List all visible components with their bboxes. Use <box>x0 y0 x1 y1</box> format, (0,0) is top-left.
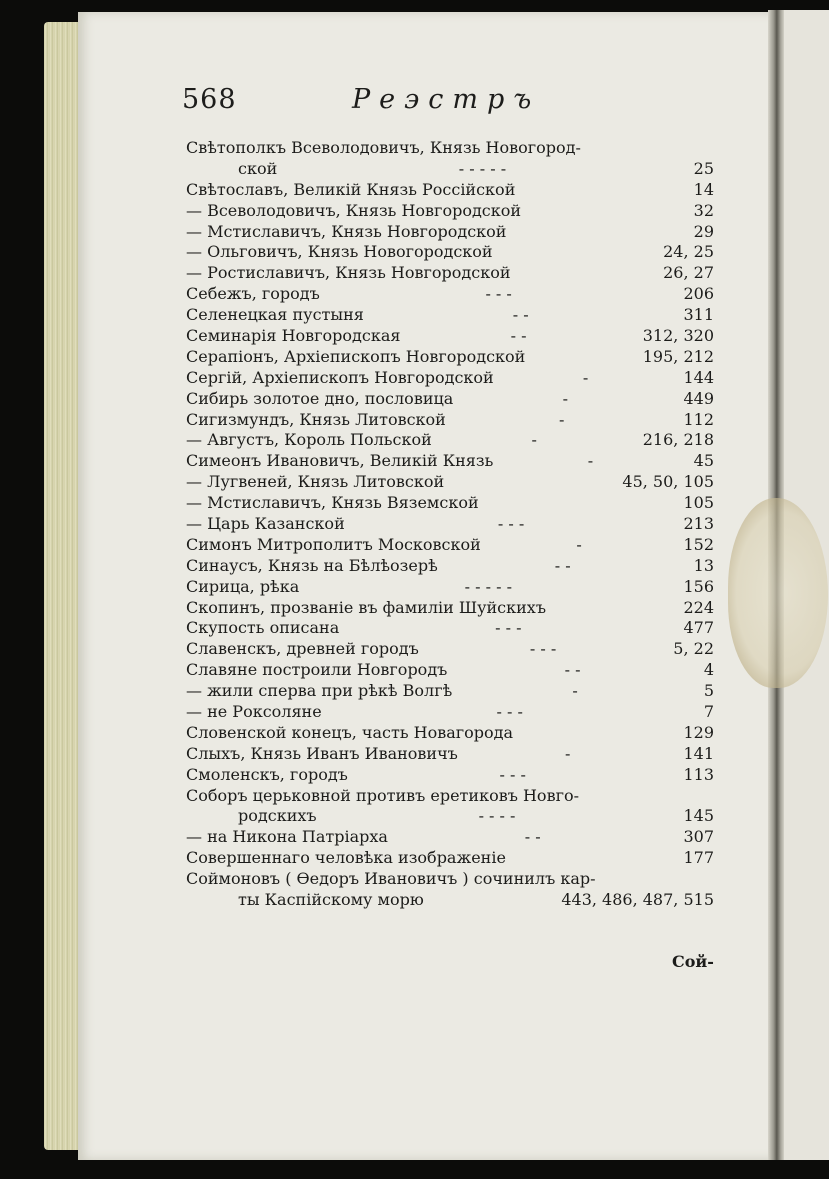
entry-leader: - - - <box>485 284 512 304</box>
water-stain <box>728 498 828 688</box>
entry-leader: - - <box>510 325 527 345</box>
entry-leader: - <box>531 430 537 450</box>
entry-leader: - <box>558 409 565 429</box>
entry-leader: - - - <box>497 513 525 533</box>
entry-leader: - - <box>554 555 571 575</box>
entry-text: — Лугвеней, Князь Литовской <box>186 472 445 492</box>
entry-pages: 5 <box>703 681 714 701</box>
entry-pages: 13 <box>693 555 714 575</box>
entry-text: Сибирь золотое дно, пословица <box>186 388 454 408</box>
index-entry <box>186 701 714 722</box>
entry-text: Славенскъ, древней городъ <box>186 639 419 659</box>
entry-pages: 5, 22 <box>673 639 714 659</box>
page-number: 568 <box>182 84 237 115</box>
entry-leader: - - - <box>499 764 526 784</box>
index-entry <box>186 513 714 534</box>
entry-pages: 29 <box>693 221 714 241</box>
index-entry <box>186 722 714 743</box>
entry-leader: - - <box>564 660 581 680</box>
index-entry <box>186 304 714 325</box>
entry-text: Семинарія Новгородская <box>186 325 401 345</box>
index-entry <box>186 597 714 618</box>
index-entry <box>186 471 714 492</box>
index-entry <box>186 659 714 680</box>
index-entry <box>186 158 714 179</box>
entry-pages: 45, 50, 105 <box>622 472 714 492</box>
entry-text: — жили сперва при рѣкѣ Волгѣ <box>186 681 453 701</box>
entry-text: Серапіонъ, Архіепископъ Новгородской <box>186 346 526 366</box>
entry-leader: - <box>564 743 571 763</box>
entry-pages: 195, 212 <box>642 346 714 366</box>
entry-leader: - <box>562 388 569 408</box>
entry-text: ской <box>238 158 278 178</box>
entry-pages: 7 <box>703 701 714 721</box>
index-entry <box>186 450 714 471</box>
entry-text: Слыхъ, Князь Иванъ Ивановичъ <box>186 743 458 763</box>
entry-text: Селенецкая пустыня <box>186 305 364 325</box>
entry-text: Соборъ церьковной противъ еретиковъ Новго- <box>186 785 579 805</box>
index-entry <box>186 534 714 555</box>
index-entry <box>186 617 714 638</box>
entry-leader: - <box>576 534 582 554</box>
entry-pages: 24, 25 <box>663 242 714 262</box>
index-entry <box>186 785 714 806</box>
entry-leader: - - - <box>496 701 523 721</box>
entry-pages: 145 <box>683 806 714 826</box>
entry-leader: - - - <box>495 618 522 638</box>
running-head <box>0 84 829 124</box>
entry-text: — Мстиславичъ, Князь Новгородской <box>186 221 507 241</box>
index-entry <box>186 200 714 221</box>
running-title: Реэстръ <box>352 84 541 115</box>
entry-pages: 156 <box>683 576 714 596</box>
entry-pages: 224 <box>683 597 714 617</box>
index-entry <box>186 764 714 785</box>
index-entry <box>186 889 714 910</box>
entry-text: Совершеннаго человѣка изображеніе <box>186 848 506 868</box>
entry-leader: - - - <box>529 639 557 659</box>
index-entry <box>186 221 714 242</box>
entry-pages: 112 <box>683 409 714 429</box>
entry-text: ты Каспійскому морю <box>238 890 424 909</box>
entry-leader: - - - - - <box>458 158 507 178</box>
entry-text: Соймоновъ ( Ѳедоръ Ивановичъ ) сочинилъ кар- <box>186 869 596 889</box>
index-entry <box>186 367 714 388</box>
entry-text: родскихъ <box>238 806 317 826</box>
entry-pages: 141 <box>683 743 714 763</box>
entry-pages: 113 <box>683 764 714 784</box>
index-entry <box>186 743 714 764</box>
entry-pages: 216, 218 <box>642 430 714 450</box>
entry-pages: 307 <box>683 827 714 847</box>
entry-pages: 152 <box>683 534 714 554</box>
entry-text: Скопинъ, прозваніе въ фамиліи Шуйскихъ <box>186 597 547 617</box>
entry-leader: - <box>582 367 589 387</box>
index-entry <box>186 868 714 889</box>
entry-leader: - - <box>524 827 541 847</box>
entry-text: Свѣтополкъ Всеволодовичъ, Князь Новогород- <box>186 137 581 157</box>
entry-leader: - - - - - <box>464 576 513 596</box>
entry-text: Словенской конецъ, часть Новагорода <box>186 722 514 742</box>
index-entry <box>186 409 714 430</box>
entry-leader: - <box>587 451 594 471</box>
entry-text: — на Никона Патріарха <box>186 827 388 847</box>
entry-text: Симонъ Митрополитъ Московской <box>186 534 481 554</box>
entry-text: Скупость описана <box>186 618 340 638</box>
entry-leader: - - <box>512 305 529 325</box>
entry-pages: 206 <box>683 284 714 304</box>
entry-text: Симеонъ Ивановичъ, Великій Князь <box>186 451 494 471</box>
entry-leader: - - - - <box>478 806 516 826</box>
entry-pages: 129 <box>683 722 714 742</box>
entry-pages: 25 <box>693 158 714 178</box>
index-entry <box>186 262 714 283</box>
entry-text: Смоленскъ, городъ <box>186 764 348 784</box>
entry-pages: 45 <box>693 451 714 471</box>
index-entry <box>186 680 714 701</box>
entry-text: — Ольговичъ, Князь Новогородской <box>186 242 493 262</box>
entry-pages: 213 <box>683 513 714 533</box>
index-entries <box>186 137 714 910</box>
index-entry <box>186 576 714 597</box>
entry-pages: 144 <box>683 367 714 387</box>
entry-text: — Ростиславичъ, Князь Новгородской <box>186 263 511 283</box>
index-entry <box>186 179 714 200</box>
entry-text: — не Роксоляне <box>186 701 322 721</box>
entry-text: Сигизмундъ, Князь Литовской <box>186 409 446 429</box>
entry-text: — Всеволодовичъ, Князь Новгородской <box>186 200 522 220</box>
entry-pages: 449 <box>683 388 714 408</box>
index-entry <box>186 241 714 262</box>
entry-text: — Августъ, Король Польской <box>186 430 432 450</box>
entry-pages: 14 <box>693 179 714 199</box>
entry-leader: - <box>572 681 578 701</box>
index-entry <box>186 806 714 827</box>
entry-text: — Мстиславичъ, Князь Вяземской <box>186 493 479 513</box>
entry-pages: 177 <box>683 848 714 868</box>
index-entry <box>186 847 714 868</box>
entry-text: Сергій, Архіепископъ Новгородской <box>186 367 494 387</box>
entry-text: Сирица, рѣка <box>186 576 300 596</box>
index-entry <box>186 826 714 847</box>
index-entry <box>186 137 714 158</box>
entry-text: Славяне построили Новгородъ <box>186 660 448 680</box>
entry-text: Синаусъ, Князь на Бѣлѣозерѣ <box>186 555 438 575</box>
catchword: Сой- <box>672 952 714 971</box>
index-entry <box>186 388 714 409</box>
index-entry <box>186 492 714 513</box>
index-entry <box>186 638 714 659</box>
index-entry <box>186 429 714 450</box>
entry-pages: 477 <box>683 618 714 638</box>
entry-pages: 311 <box>683 305 714 325</box>
entry-pages: 26, 27 <box>663 263 714 283</box>
entry-text: — Царь Казанской <box>186 513 345 533</box>
entry-pages: 312, 320 <box>642 325 714 345</box>
entry-pages: 105 <box>683 493 714 513</box>
entry-pages: 443, 486, 487, 515 <box>561 890 714 909</box>
index-entry <box>186 346 714 367</box>
index-entry <box>186 555 714 576</box>
entry-pages: 32 <box>693 200 714 220</box>
entry-pages: 4 <box>703 660 714 680</box>
entry-text: Себежъ, городъ <box>186 284 320 304</box>
index-entry <box>186 325 714 346</box>
index-entry <box>186 283 714 304</box>
entry-text: Свѣтославъ, Великій Князь Россійской <box>186 179 516 199</box>
